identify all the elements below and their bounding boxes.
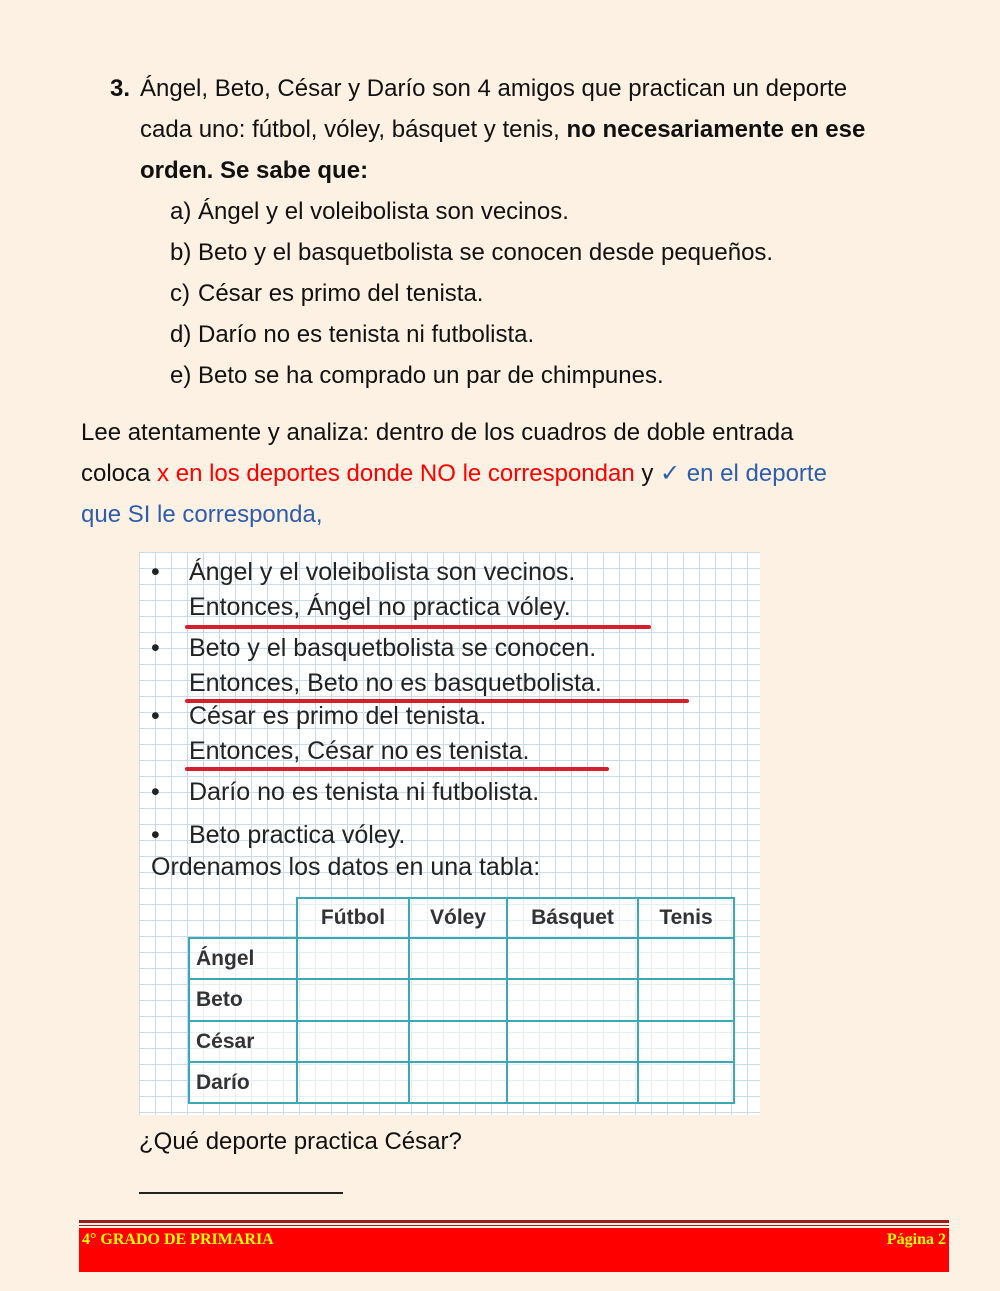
answer-cell[interactable] (408, 1061, 508, 1104)
figure-line-6 (151, 737, 529, 766)
answer-cell[interactable] (506, 937, 639, 980)
footer-bar (79, 1228, 949, 1272)
figure-text: César es primo del tenista. (189, 702, 487, 730)
figure-text: Beto y el basquetbolista se conocen. (189, 634, 597, 662)
figure-line-1 (151, 558, 575, 587)
figure-text: Beto practica vóley. (189, 821, 406, 849)
answer-cell[interactable] (408, 1020, 508, 1063)
bullet-icon: • (151, 558, 160, 586)
instructions-line-1: Lee atentamente y analiza: dentro de los cuadros de doble entrada (81, 419, 794, 446)
red-underline (185, 767, 609, 771)
answer-cell[interactable] (296, 978, 410, 1022)
instructions-blue-text-1: en el deporte (680, 460, 827, 487)
clue-e (170, 355, 990, 396)
instructions-line-2 (81, 453, 951, 494)
clue-letter: b) (170, 239, 192, 266)
check-icon: ✓ (660, 460, 681, 487)
clue-b (170, 232, 990, 273)
figure-line-3 (151, 634, 596, 663)
answer-cell[interactable] (296, 1061, 410, 1104)
figure-text: Entonces, César no es tenista. (189, 737, 530, 765)
figure-text: Darío no es tenista ni futbolista. (189, 778, 540, 806)
answer-cell[interactable] (506, 1020, 639, 1063)
clue-text: Beto y el basquetbolista se conocen desde pequeños. (198, 239, 774, 266)
problem-statement (140, 68, 990, 191)
answer-cell[interactable] (506, 978, 639, 1022)
clue-c (170, 273, 990, 314)
figure-text: Entonces, Ángel no practica vóley. (189, 593, 571, 621)
clue-d (170, 314, 990, 355)
figure-line-5 (151, 702, 486, 731)
figure-line-7 (151, 778, 539, 807)
table-row-header: César (188, 1020, 298, 1063)
figure-text: Ángel y el voleibolista son vecinos. (189, 558, 576, 586)
answer-cell[interactable] (637, 937, 735, 980)
figure-line-4 (151, 669, 602, 698)
clue-letter: c) (170, 280, 190, 307)
table-row-header: Darío (188, 1061, 298, 1104)
answer-blank-line[interactable] (139, 1192, 343, 1194)
figure-line-8 (151, 821, 405, 850)
figure-line-9 (151, 853, 540, 882)
clue-letter: d) (170, 321, 192, 348)
instructions-y: y (634, 460, 661, 487)
table-header-cell: Fútbol (296, 897, 410, 939)
clue-text: Ángel y el voleibolista son vecinos. (198, 198, 569, 225)
bullet-icon: • (151, 821, 160, 849)
table-header-cell: Básquet (506, 897, 639, 939)
statement-line-1: Ángel, Beto, César y Darío son 4 amigos que practican un deporte (140, 75, 848, 102)
question-text: ¿Qué deporte practica César? (139, 1128, 462, 1155)
statement-line-2-bold: no necesariamente en ese (566, 116, 866, 143)
table-row-header: Beto (188, 978, 298, 1022)
answer-cell[interactable] (506, 1061, 639, 1104)
figure-text: Ordenamos los datos en una tabla: (151, 853, 541, 881)
clue-a (170, 191, 990, 232)
clue-list (170, 191, 990, 396)
problem-number: 3. (110, 75, 131, 102)
footer-rule (79, 1220, 949, 1223)
bullet-icon: • (151, 778, 160, 806)
footer-grade: 4° GRADO DE PRIMARIA (82, 1231, 274, 1248)
clue-text: Beto se ha comprado un par de chimpunes. (198, 362, 664, 389)
table-row-header: Ángel (188, 937, 298, 980)
statement-line-3-bold: orden. Se sabe que: (140, 157, 369, 184)
problem-3 (110, 68, 990, 396)
answer-cell[interactable] (408, 937, 508, 980)
clue-text: Darío no es tenista ni futbolista. (198, 321, 535, 348)
table-header-cell: Tenis (637, 897, 735, 939)
clue-letter: e) (170, 362, 192, 389)
answer-cell[interactable] (296, 1020, 410, 1063)
bullet-icon: • (151, 634, 160, 662)
figure-line-2 (151, 593, 571, 622)
instructions-red-text: x en los deportes donde NO le correspondan (157, 460, 635, 487)
figure-text: Entonces, Beto no es basquetbolista. (189, 669, 602, 697)
footer-page-number: Página 2 (886, 1231, 946, 1248)
answer-cell[interactable] (637, 1061, 735, 1104)
table-header-cell: Vóley (408, 897, 508, 939)
instructions-coloca: coloca (81, 460, 158, 487)
statement-line-2-normal: cada uno: fútbol, vóley, básquet y tenis, (140, 116, 567, 143)
instructions (81, 412, 951, 535)
instructions-blue-text-2: que SI le corresponda, (81, 501, 323, 528)
worked-example-figure (139, 552, 760, 1115)
answer-cell[interactable] (296, 937, 410, 980)
statement-line-3 (140, 150, 990, 191)
clue-text: César es primo del tenista. (198, 280, 484, 307)
answer-cell[interactable] (408, 978, 508, 1022)
footer-rule-thin (79, 1225, 949, 1226)
red-underline (185, 625, 651, 629)
bullet-icon: • (151, 702, 160, 730)
answer-cell[interactable] (637, 978, 735, 1022)
statement-line-2 (140, 109, 990, 150)
clue-letter: a) (170, 198, 192, 225)
answer-cell[interactable] (637, 1020, 735, 1063)
